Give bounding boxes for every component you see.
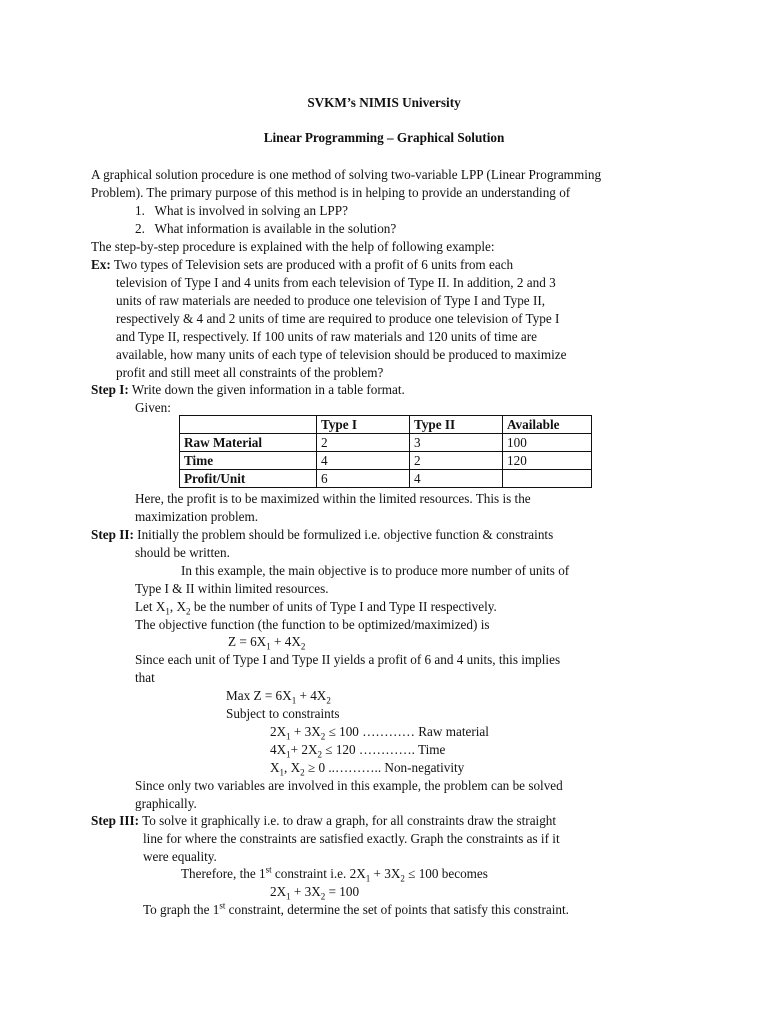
- table-cell: 3: [410, 434, 503, 452]
- list-number: 1.: [135, 203, 145, 218]
- table-header-row: [180, 416, 592, 434]
- step2-line-7: Since each unit of Type I and Type II yields a profit of 6 and 4 units, this implies: [135, 652, 561, 667]
- step1-line: [91, 381, 405, 399]
- list-text: What is involved in solving an LPP?: [154, 203, 348, 218]
- example-line-1: [91, 256, 513, 274]
- step1-after-line-2: maximization problem.: [135, 509, 259, 524]
- table-header-cell: [180, 416, 317, 434]
- list-item-1: [135, 202, 348, 220]
- example-line-3: units of raw materials are needed to produce one television of Type I and Type II,: [116, 293, 546, 308]
- table-row-label: Time: [180, 452, 317, 470]
- example-label: Ex:: [91, 257, 111, 272]
- list-number: 2.: [135, 221, 145, 236]
- constraint-time: $4X_1+ 2X_2 \le 120$ …………. Time: [270, 742, 446, 760]
- equality-equation: $2X_1 + 3X_2 = 100$: [270, 884, 360, 902]
- constraint-raw-material: $2X_1 + 3X_2 \le 100$ ………… Raw material: [270, 724, 489, 742]
- example-line-4: respectively & 4 and 2 units of time are required to produce one television of Type I: [116, 311, 560, 326]
- step3-line-2: line for where the constraints are satisfied exactly. Graph the constraints as if it: [143, 831, 560, 846]
- step2-text: Initially the problem should be formulized i.e. objective function & constraints: [137, 527, 554, 542]
- step3-line-3: were equality.: [143, 849, 217, 864]
- step2-line-10: graphically.: [135, 796, 197, 811]
- step1-label: Step I:: [91, 382, 129, 397]
- table-cell: 100: [503, 434, 592, 452]
- example-line-5: and Type II, respectively. If 100 units of raw materials and 120 units of time are: [116, 329, 537, 344]
- step3-label: Step III:: [91, 813, 139, 828]
- step1-after-line-1: Here, the profit is to be maximized within the limited resources. This is the: [135, 491, 531, 506]
- example-line-6: available, how many units of each type of television should be produced to maximize: [116, 347, 567, 362]
- max-objective: Max $Z = 6X_1 + 4X_2$: [226, 688, 331, 706]
- step3-line-5: To graph the 1st constraint, determine the set of points that satisfy this constraint.: [143, 900, 569, 917]
- objective-function: $Z = 6X_1 + 4X_2$: [228, 634, 306, 652]
- intro-line-2: Problem). The primary purpose of this method is in helping to provide an understanding of: [91, 185, 571, 200]
- step2-line-1: [91, 526, 553, 544]
- step3-line-4: Therefore, the 1st constraint i.e. $2X_1 + 3X_2 \le 100$ becomes: [181, 864, 488, 884]
- given-table: [179, 415, 592, 488]
- table-row: [180, 452, 592, 470]
- table-cell: [503, 470, 592, 488]
- step2-line-9: Since only two variables are involved in this example, the problem can be solved: [135, 778, 563, 793]
- table-cell: 2: [410, 452, 503, 470]
- list-item-2: [135, 220, 396, 238]
- table-cell: 4: [317, 452, 410, 470]
- intro-line-3: The step-by-step procedure is explained with the help of following example:: [91, 239, 495, 254]
- step2-line-3: In this example, the main objective is to produce more number of units of: [181, 563, 570, 578]
- table-header-cell: Type I: [317, 416, 410, 434]
- constraint-non-negativity: $X_1$, $X_2 \ge 0$ ..……….. Non-negativity: [270, 760, 465, 778]
- subject-to-label: Subject to constraints: [226, 706, 340, 721]
- table-cell: 4: [410, 470, 503, 488]
- page-title: Linear Programming – Graphical Solution: [263, 130, 505, 145]
- step2-line-2: should be written.: [135, 545, 230, 560]
- step1-text: Write down the given information in a table format.: [131, 382, 405, 397]
- given-label: Given:: [135, 400, 171, 415]
- step2-label: Step II:: [91, 527, 134, 542]
- step3-text: To solve it graphically i.e. to draw a graph, for all constraints draw the straight: [142, 813, 557, 828]
- table-row: [180, 470, 592, 488]
- table-header-cell: Available: [503, 416, 592, 434]
- table-cell: 2: [317, 434, 410, 452]
- step2-line-5: Let $X_1$, $X_2$ be the number of units of Type I and Type II respectively.: [135, 599, 497, 617]
- list-text: What information is available in the solution?: [154, 221, 397, 236]
- example-text: Two types of Television sets are produced with a profit of 6 units from each: [113, 257, 514, 272]
- table-cell: 120: [503, 452, 592, 470]
- table-header-cell: Type II: [410, 416, 503, 434]
- example-line-2: television of Type I and 4 units from each television of Type II. In addition, 2 and 3: [116, 275, 556, 290]
- intro-line-1: A graphical solution procedure is one method of solving two-variable LPP (Linear Programming: [91, 167, 602, 182]
- university-heading: SVKM’s NIMIS University: [307, 95, 461, 110]
- table-cell: 6: [317, 470, 410, 488]
- step2-line-8: that: [135, 670, 155, 685]
- table-row: [180, 434, 592, 452]
- step2-line-4: Type I & II within limited resources.: [135, 581, 329, 596]
- example-line-7: profit and still meet all constraints of the problem?: [116, 365, 384, 380]
- step3-line-1: [91, 812, 556, 830]
- table-row-label: Profit/Unit: [180, 470, 317, 488]
- step2-line-6: The objective function (the function to be optimized/maximized) is: [135, 617, 490, 632]
- table-row-label: Raw Material: [180, 434, 317, 452]
